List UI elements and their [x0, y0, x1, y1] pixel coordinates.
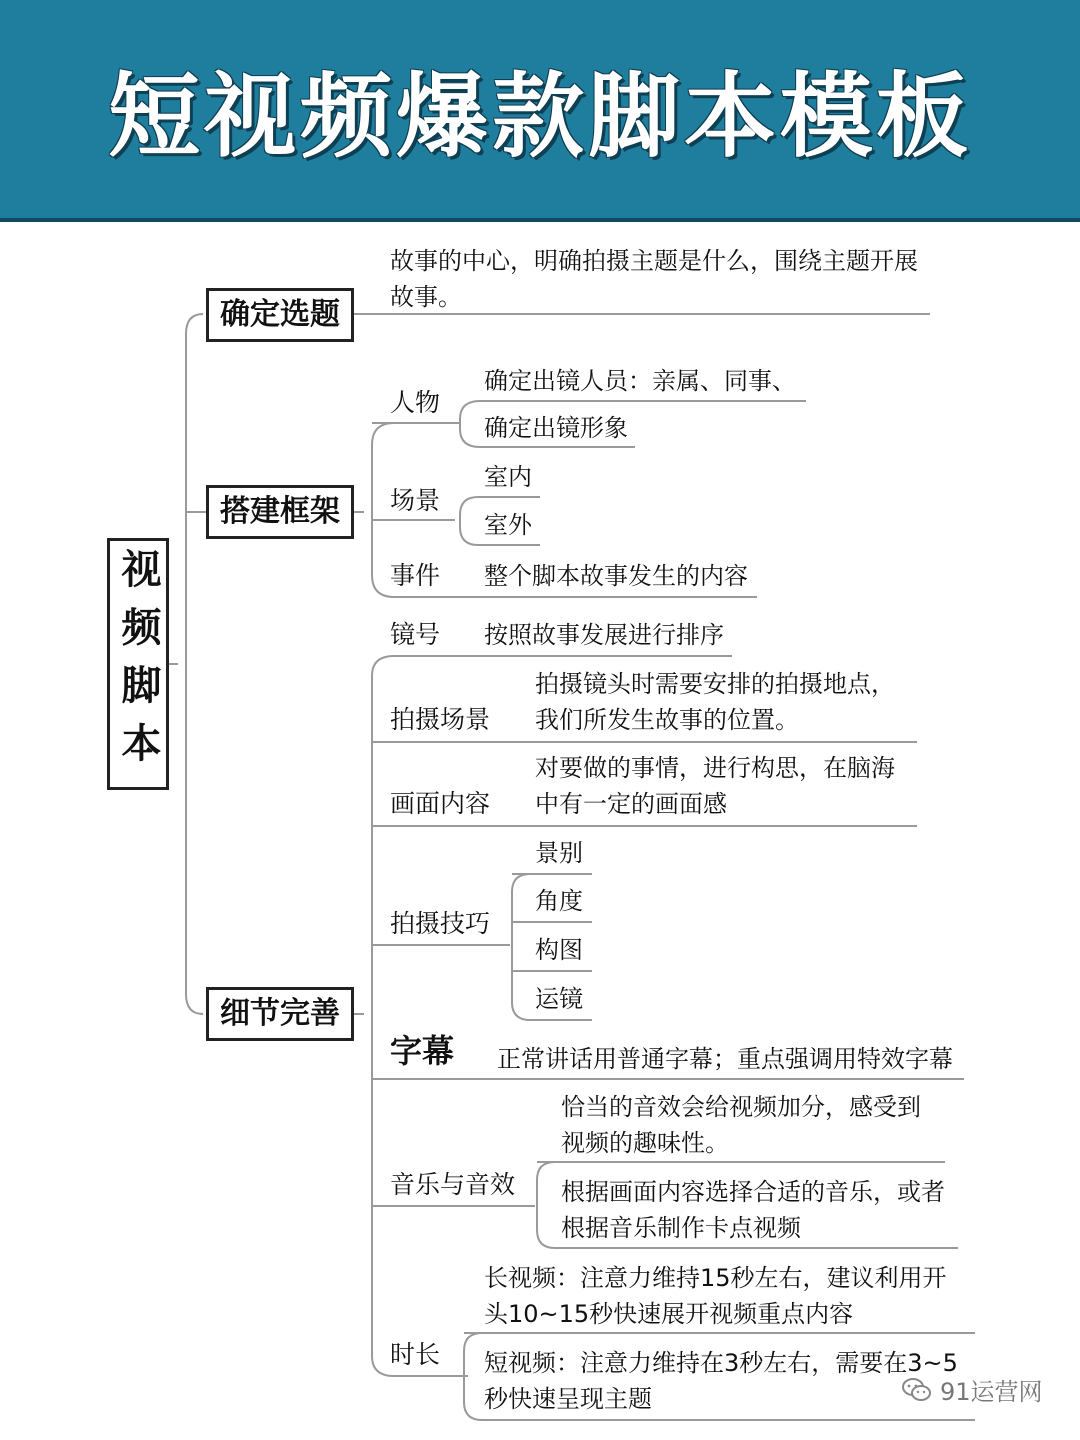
- node-shot-number: 镜号: [390, 620, 441, 649]
- watermark: [902, 1372, 1043, 1407]
- technique-item: 运镜: [535, 985, 583, 1013]
- duration-b-line-2: 秒快速呈现主题: [484, 1385, 652, 1413]
- node-subtitle: 字幕: [390, 1032, 455, 1070]
- content-line-1: 对要做的事情，进行构思，在脑海: [535, 754, 895, 782]
- music-b-line-1: 根据画面内容选择合适的音乐，或者: [561, 1178, 945, 1206]
- branch-framework: 搭建框架: [206, 485, 354, 539]
- duration-a-line-1: 长视频：注意力维持15秒左右，建议利用开: [484, 1264, 947, 1292]
- technique-item: 构图: [535, 936, 583, 964]
- node-scene: 场景: [390, 486, 441, 515]
- scene-leaf-2: 室外: [484, 511, 532, 539]
- content-line-2: 中有一定的画面感: [535, 790, 727, 818]
- people-leaf-2: 确定出镜形象: [484, 414, 628, 442]
- topic-desc-line2: 故事。: [390, 283, 462, 311]
- node-people: 人物: [390, 388, 441, 417]
- subtitle-leaf: 正常讲话用普通字幕；重点强调用特效字幕: [497, 1045, 953, 1073]
- branch-topic: 确定选题: [206, 288, 354, 342]
- location-line-1: 拍摄镜头时需要安排的拍摄地点，: [535, 670, 895, 698]
- branch-details: 细节完善: [206, 987, 354, 1041]
- scene-leaf-1: 室内: [484, 463, 532, 491]
- duration-b-line-1: 短视频：注意力维持在3秒左右，需要在3~5: [484, 1349, 958, 1377]
- watermark-text: 91运营网: [940, 1378, 1043, 1406]
- shot-number-leaf: 按照故事发展进行排序: [484, 621, 724, 649]
- root-node: [107, 538, 169, 790]
- music-a-line-1: 恰当的音效会给视频加分，感受到: [561, 1093, 921, 1121]
- location-line-2: 我们所发生故事的位置。: [535, 706, 799, 734]
- people-leaf-1: 确定出镜人员：亲属、同事、: [484, 367, 796, 395]
- topic-desc-line1: 故事的中心，明确拍摄主题是什么，围绕主题开展: [390, 247, 918, 275]
- node-event: 事件: [390, 561, 441, 590]
- page-title: 短视频爆款脚本模板: [107, 63, 972, 170]
- event-leaf-1: 整个脚本故事发生的内容: [484, 562, 748, 590]
- music-a-line-2: 视频的趣味性。: [561, 1129, 729, 1157]
- technique-item: 角度: [535, 887, 583, 915]
- node-music: 音乐与音效: [390, 1170, 516, 1199]
- duration-a-line-2: 头10~15秒快速展开视频重点内容: [484, 1300, 854, 1328]
- node-technique: 拍摄技巧: [390, 909, 491, 938]
- music-b-line-2: 根据音乐制作卡点视频: [561, 1214, 801, 1242]
- wechat-icon: [902, 1377, 932, 1403]
- technique-item: 景别: [535, 839, 583, 867]
- root-label: 视频脚本: [115, 548, 161, 780]
- node-duration: 时长: [390, 1340, 441, 1369]
- node-location: 拍摄场景: [390, 705, 491, 734]
- node-frame-content: 画面内容: [390, 789, 491, 818]
